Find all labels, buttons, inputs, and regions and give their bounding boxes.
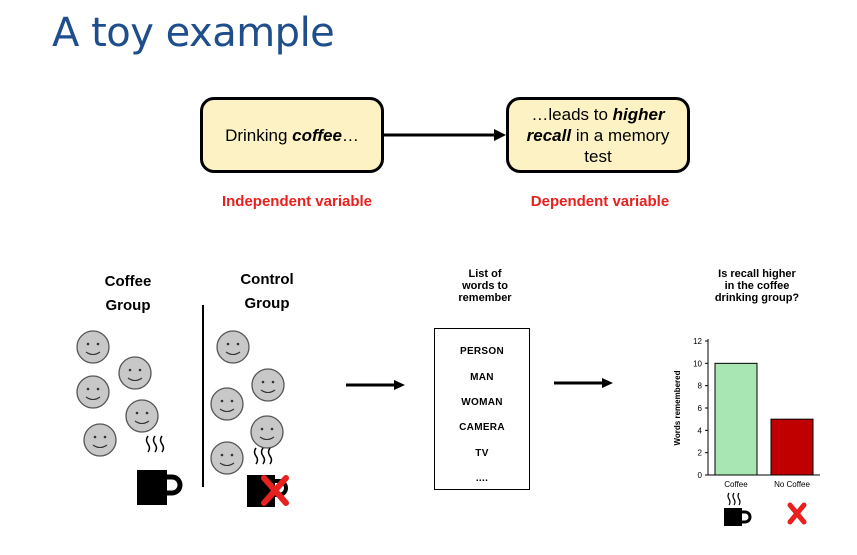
cause-emph: coffee [292,125,342,145]
coffee-group-line2: Group [105,297,151,314]
effect-line1: …leads to [531,104,613,124]
y-tick-label: 12 [693,337,702,346]
effect-emph1: higher [612,104,665,124]
words-heading-line2: words to [462,280,508,292]
y-axis-label: Words remembered [673,370,682,446]
question-heading [698,268,816,304]
dependent-variable-label: Dependent variable [530,193,670,210]
control-participant-face [252,369,284,401]
bar-no-coffee [771,419,813,475]
control-participant-face [211,442,243,474]
word-item: MAN [470,372,494,383]
page-title: A toy example [52,10,335,56]
question-line1: Is recall higher [718,268,796,280]
question-line3: drinking group? [714,292,800,304]
arrow-to-chart [554,378,613,388]
control-group-line1: Control [240,271,294,288]
coffee-participant-face [84,424,116,456]
cause-prefix: Drinking [225,125,293,145]
independent-variable-label: Independent variable [221,193,373,210]
coffee-group-line1: Coffee [104,273,152,290]
words-heading [445,268,525,304]
cause-suffix: … [341,125,359,145]
y-tick-label: 2 [697,448,702,458]
coffee-participant-face [126,400,158,432]
word-item: WOMAN [461,397,503,408]
question-line2: in the coffee [724,280,790,292]
y-tick-label: 0 [697,471,702,480]
y-tick-label: 4 [697,426,702,436]
category-label: Coffee [724,480,748,489]
arrow-to-words [346,380,405,390]
effect-line2: in a memory [571,125,670,145]
coffee-participant-face [77,331,109,363]
coffee-mug-icon [137,436,180,505]
effect-emph2: recall [526,125,572,145]
coffee-participant-face [77,376,109,408]
effect-line3: test [584,146,612,166]
word-item: CAMERA [459,422,505,433]
y-tick-label: 10 [693,359,702,369]
coffee-participant-face [119,357,151,389]
control-participant-face [251,416,283,448]
bar-coffee [715,363,757,475]
words-heading-line1: List of [468,268,502,280]
y-tick-label: 6 [697,404,702,413]
word-item: TV [475,448,489,459]
control-participant-face [211,388,243,420]
words-heading-line3: remember [458,292,512,304]
category-label: No Coffee [774,480,810,489]
word-item: .... [475,473,489,484]
y-tick-label: 8 [697,381,702,391]
control-participant-face [217,331,249,363]
control-group-line2: Group [244,295,290,312]
word-list-box [434,328,530,490]
cross-icon [790,505,804,522]
word-item: PERSON [459,346,505,357]
recall-bar-chart [660,330,830,500]
